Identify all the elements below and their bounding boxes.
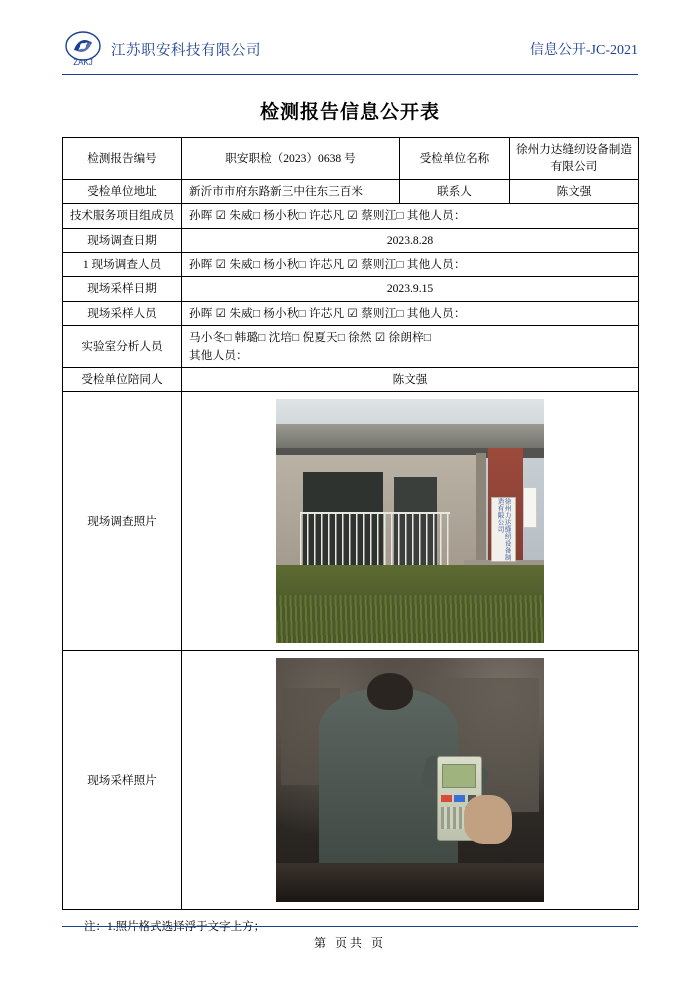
header-divider <box>62 74 638 75</box>
photo-survey-label: 现场调查照片 <box>63 392 182 651</box>
table-row-photo-survey <box>63 392 639 651</box>
table-row-photo-sampling <box>63 651 639 910</box>
table-row <box>63 252 639 276</box>
table-row <box>63 277 639 301</box>
sampling-staff-label: 现场采样人员 <box>63 301 182 325</box>
survey-staff-value: 孙晖 ☑ 朱威□ 杨小秋□ 许芯凡 ☑ 蔡则江□ 其他人员： <box>182 252 639 276</box>
table-row <box>63 367 639 391</box>
client-name-label: 受检单位名称 <box>400 138 510 180</box>
escort-value: 陈文强 <box>182 367 639 391</box>
page-title: 检测报告信息公开表 <box>259 102 440 123</box>
document-header <box>62 26 638 74</box>
lab-staff-line-2: 其他人员： <box>189 348 248 362</box>
escort-label: 受检单位陪同人 <box>63 367 182 391</box>
contact-value: 陈文强 <box>510 179 639 203</box>
report-no-value: 职安职检（2023）0638 号 <box>182 138 400 180</box>
page-content <box>62 26 638 934</box>
photo-survey-cell <box>182 392 639 651</box>
team-value: 孙晖 ☑ 朱威□ 杨小秋□ 许芯凡 ☑ 蔡则江□ 其他人员： <box>182 204 639 228</box>
page-number: 第 页共 页 <box>313 936 386 950</box>
team-label: 技术服务项目组成员 <box>63 204 182 228</box>
photo-sampling-cell <box>182 651 639 910</box>
table-row <box>63 301 639 325</box>
contact-label: 联系人 <box>400 179 510 203</box>
document-code: 信息公开-JC-2021 <box>529 43 638 58</box>
document-footer <box>62 926 638 951</box>
company-name: 江苏职安科技有限公司 <box>111 42 261 59</box>
footnote: 注：1.照片格式选择浮于文字上方； <box>84 921 266 934</box>
survey-date-value: 2023.8.28 <box>182 228 639 252</box>
table-row <box>63 204 639 228</box>
photo-sampling-label: 现场采样照片 <box>63 651 182 910</box>
sampling-photo <box>276 658 544 902</box>
client-name-value: 徐州力达缝纫设备制造有限公司 <box>510 138 639 180</box>
client-addr-value: 新沂市市府东路新三中往东三百米 <box>182 179 400 203</box>
sampling-staff-value: 孙晖 ☑ 朱威□ 杨小秋□ 许芯凡 ☑ 蔡则江□ 其他人员： <box>182 301 639 325</box>
company-logo-icon <box>62 29 104 69</box>
table-row <box>63 326 639 368</box>
survey-staff-label: 1 现场调查人员 <box>63 252 182 276</box>
footer-divider <box>62 926 638 927</box>
lab-staff-label: 实验室分析人员 <box>63 326 182 368</box>
sampling-date-value: 2023.9.15 <box>182 277 639 301</box>
factory-sign-text: 徐州力达缝纫设备制造有限公司 <box>496 497 511 561</box>
svg-text:ZAKJ: ZAKJ <box>73 58 93 67</box>
survey-date-label: 现场调查日期 <box>63 228 182 252</box>
site-survey-photo <box>276 399 544 643</box>
table-row <box>63 228 639 252</box>
report-no-label: 检测报告编号 <box>63 138 182 180</box>
table-row <box>63 179 639 203</box>
lab-staff-value <box>182 326 639 368</box>
lab-staff-line-1: 马小冬□ 韩璐□ 沈培□ 倪夏天□ 徐然 ☑ 徐朗梓□ <box>189 331 432 345</box>
info-table <box>62 137 639 910</box>
brand <box>62 29 261 69</box>
client-addr-label: 受检单位地址 <box>63 179 182 203</box>
factory-sign <box>491 497 516 562</box>
table-row <box>63 138 639 180</box>
sampling-date-label: 现场采样日期 <box>63 277 182 301</box>
